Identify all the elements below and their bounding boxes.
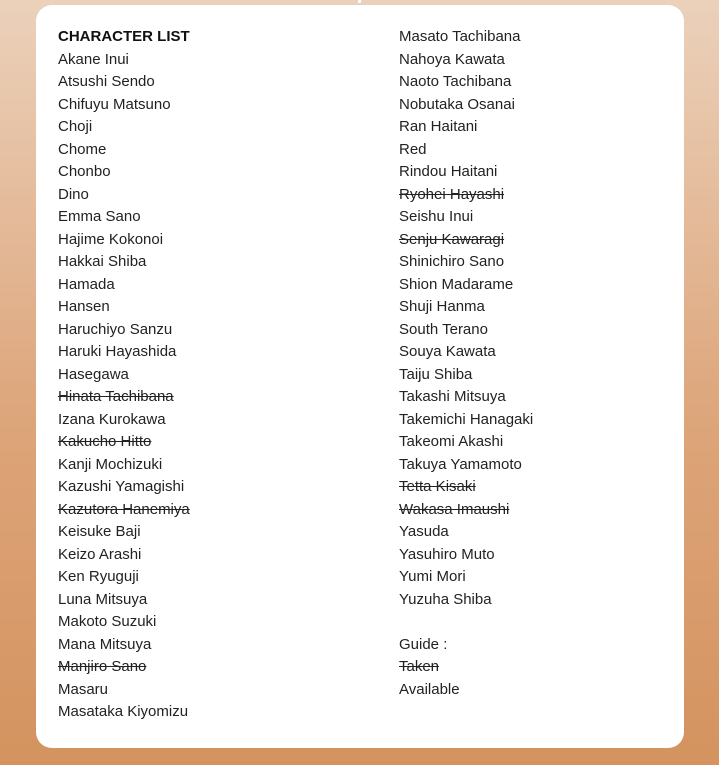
character-entry-chome: Chome bbox=[58, 140, 107, 158]
guide-label: Guide : bbox=[399, 635, 448, 653]
character-entry-kazutora-hanemiya-taken: Kazutora Hanemiya bbox=[58, 500, 190, 518]
right-column bbox=[399, 26, 533, 701]
character-entry-red: Red bbox=[399, 140, 427, 158]
character-entry-manjiro-sano-taken: Manjiro Sano bbox=[58, 658, 147, 675]
character-entry-kakucho-hitto-taken: Kakucho Hitto bbox=[58, 433, 152, 450]
character-entry-senju-kawaragi-taken: Senju Kawaragi bbox=[399, 230, 505, 248]
character-entry-yumi-mori: Yumi Mori bbox=[399, 568, 466, 585]
character-entry-emma-sano: Emma Sano bbox=[58, 208, 141, 225]
character-entry-keisuke-baji: Keisuke Baji bbox=[58, 523, 141, 540]
left-column bbox=[58, 26, 190, 724]
character-entry-masaru: Masaru bbox=[58, 680, 109, 698]
character-entry-souya-kawata: Souya Kawata bbox=[399, 343, 496, 360]
character-entry-takeomi-akashi: Takeomi Akashi bbox=[399, 433, 504, 450]
character-entry-luna-mitsuya: Luna Mitsuya bbox=[58, 590, 148, 608]
character-entry-yuzuha-shiba: Yuzuha Shiba bbox=[399, 590, 492, 608]
character-entry-wakasa-imaushi-taken: Wakasa Imaushi bbox=[399, 500, 510, 518]
character-entry-south-terano: South Terano bbox=[399, 320, 488, 338]
character-entry-taken-taken: Taken bbox=[399, 658, 440, 675]
character-entry-rindou-haitani: Rindou Haitani bbox=[399, 163, 498, 180]
character-entry-takemichi-hanagaki: Takemichi Hanagaki bbox=[399, 410, 534, 428]
character-entry-taiju-shiba: Taiju Shiba bbox=[399, 365, 473, 383]
character-entry-chonbo: Chonbo bbox=[58, 163, 111, 180]
character-entry-hamada: Hamada bbox=[58, 275, 115, 293]
character-entry-shuji-hanma: Shuji Hanma bbox=[399, 298, 485, 315]
character-entry-haruchiyo-sanzu: Haruchiyo Sanzu bbox=[58, 320, 173, 338]
character-list-card bbox=[36, 5, 684, 748]
character-entry-keizo-arashi: Keizo Arashi bbox=[58, 545, 142, 563]
character-entry-masataka-kiyomizu: Masataka Kiyomizu bbox=[58, 703, 189, 720]
list-heading: CHARACTER LIST bbox=[58, 28, 190, 45]
character-entry-hajime-kokonoi: Hajime Kokonoi bbox=[58, 230, 164, 248]
character-entry-yasuhiro-muto: Yasuhiro Muto bbox=[399, 545, 495, 563]
character-entry-available: Available bbox=[399, 680, 460, 698]
character-entry-atsushi-sendo: Atsushi Sendo bbox=[58, 73, 155, 90]
character-entry-yasuda: Yasuda bbox=[399, 523, 449, 540]
character-entry-masato-tachibana: Masato Tachibana bbox=[399, 28, 521, 45]
character-entry-mana-mitsuya: Mana Mitsuya bbox=[58, 635, 152, 653]
character-entry-kanji-mochizuki: Kanji Mochizuki bbox=[58, 455, 163, 473]
character-entry-takashi-mitsuya: Takashi Mitsuya bbox=[399, 388, 506, 405]
character-entry-hansen: Hansen bbox=[58, 298, 110, 315]
character-entry-ran-haitani: Ran Haitani bbox=[399, 118, 478, 135]
character-entry-kazushi-yamagishi: Kazushi Yamagishi bbox=[58, 478, 185, 495]
character-entry-shinichiro-sano: Shinichiro Sano bbox=[399, 253, 505, 270]
spacer bbox=[399, 611, 533, 634]
character-entry-ryohei-hayashi-taken: Ryohei Hayashi bbox=[399, 185, 505, 203]
character-entry-tetta-kisaki-taken: Tetta Kisaki bbox=[399, 478, 476, 495]
top-marker bbox=[358, 0, 361, 3]
character-entry-haruki-hayashida: Haruki Hayashida bbox=[58, 343, 177, 360]
character-entry-izana-kurokawa: Izana Kurokawa bbox=[58, 410, 166, 428]
character-entry-seishu-inui: Seishu Inui bbox=[399, 208, 474, 225]
character-entry-takuya-yamamoto: Takuya Yamamoto bbox=[399, 455, 522, 473]
character-entry-akane-inui: Akane Inui bbox=[58, 50, 129, 68]
character-entry-makoto-suzuki: Makoto Suzuki bbox=[58, 613, 157, 630]
character-entry-nahoya-kawata: Nahoya Kawata bbox=[399, 50, 505, 68]
character-entry-hasegawa: Hasegawa bbox=[58, 365, 129, 383]
character-entry-dino: Dino bbox=[58, 185, 89, 203]
character-entry-choji: Choji bbox=[58, 118, 93, 135]
character-entry-chifuyu-matsuno: Chifuyu Matsuno bbox=[58, 95, 171, 113]
character-entry-hakkai-shiba: Hakkai Shiba bbox=[58, 253, 147, 270]
character-entry-ken-ryuguji: Ken Ryuguji bbox=[58, 568, 139, 585]
character-entry-hinata-tachibana-taken: Hinata Tachibana bbox=[58, 388, 174, 405]
character-entry-nobutaka-osanai: Nobutaka Osanai bbox=[399, 95, 515, 113]
character-entry-shion-madarame: Shion Madarame bbox=[399, 275, 514, 293]
character-entry-naoto-tachibana: Naoto Tachibana bbox=[399, 73, 512, 90]
